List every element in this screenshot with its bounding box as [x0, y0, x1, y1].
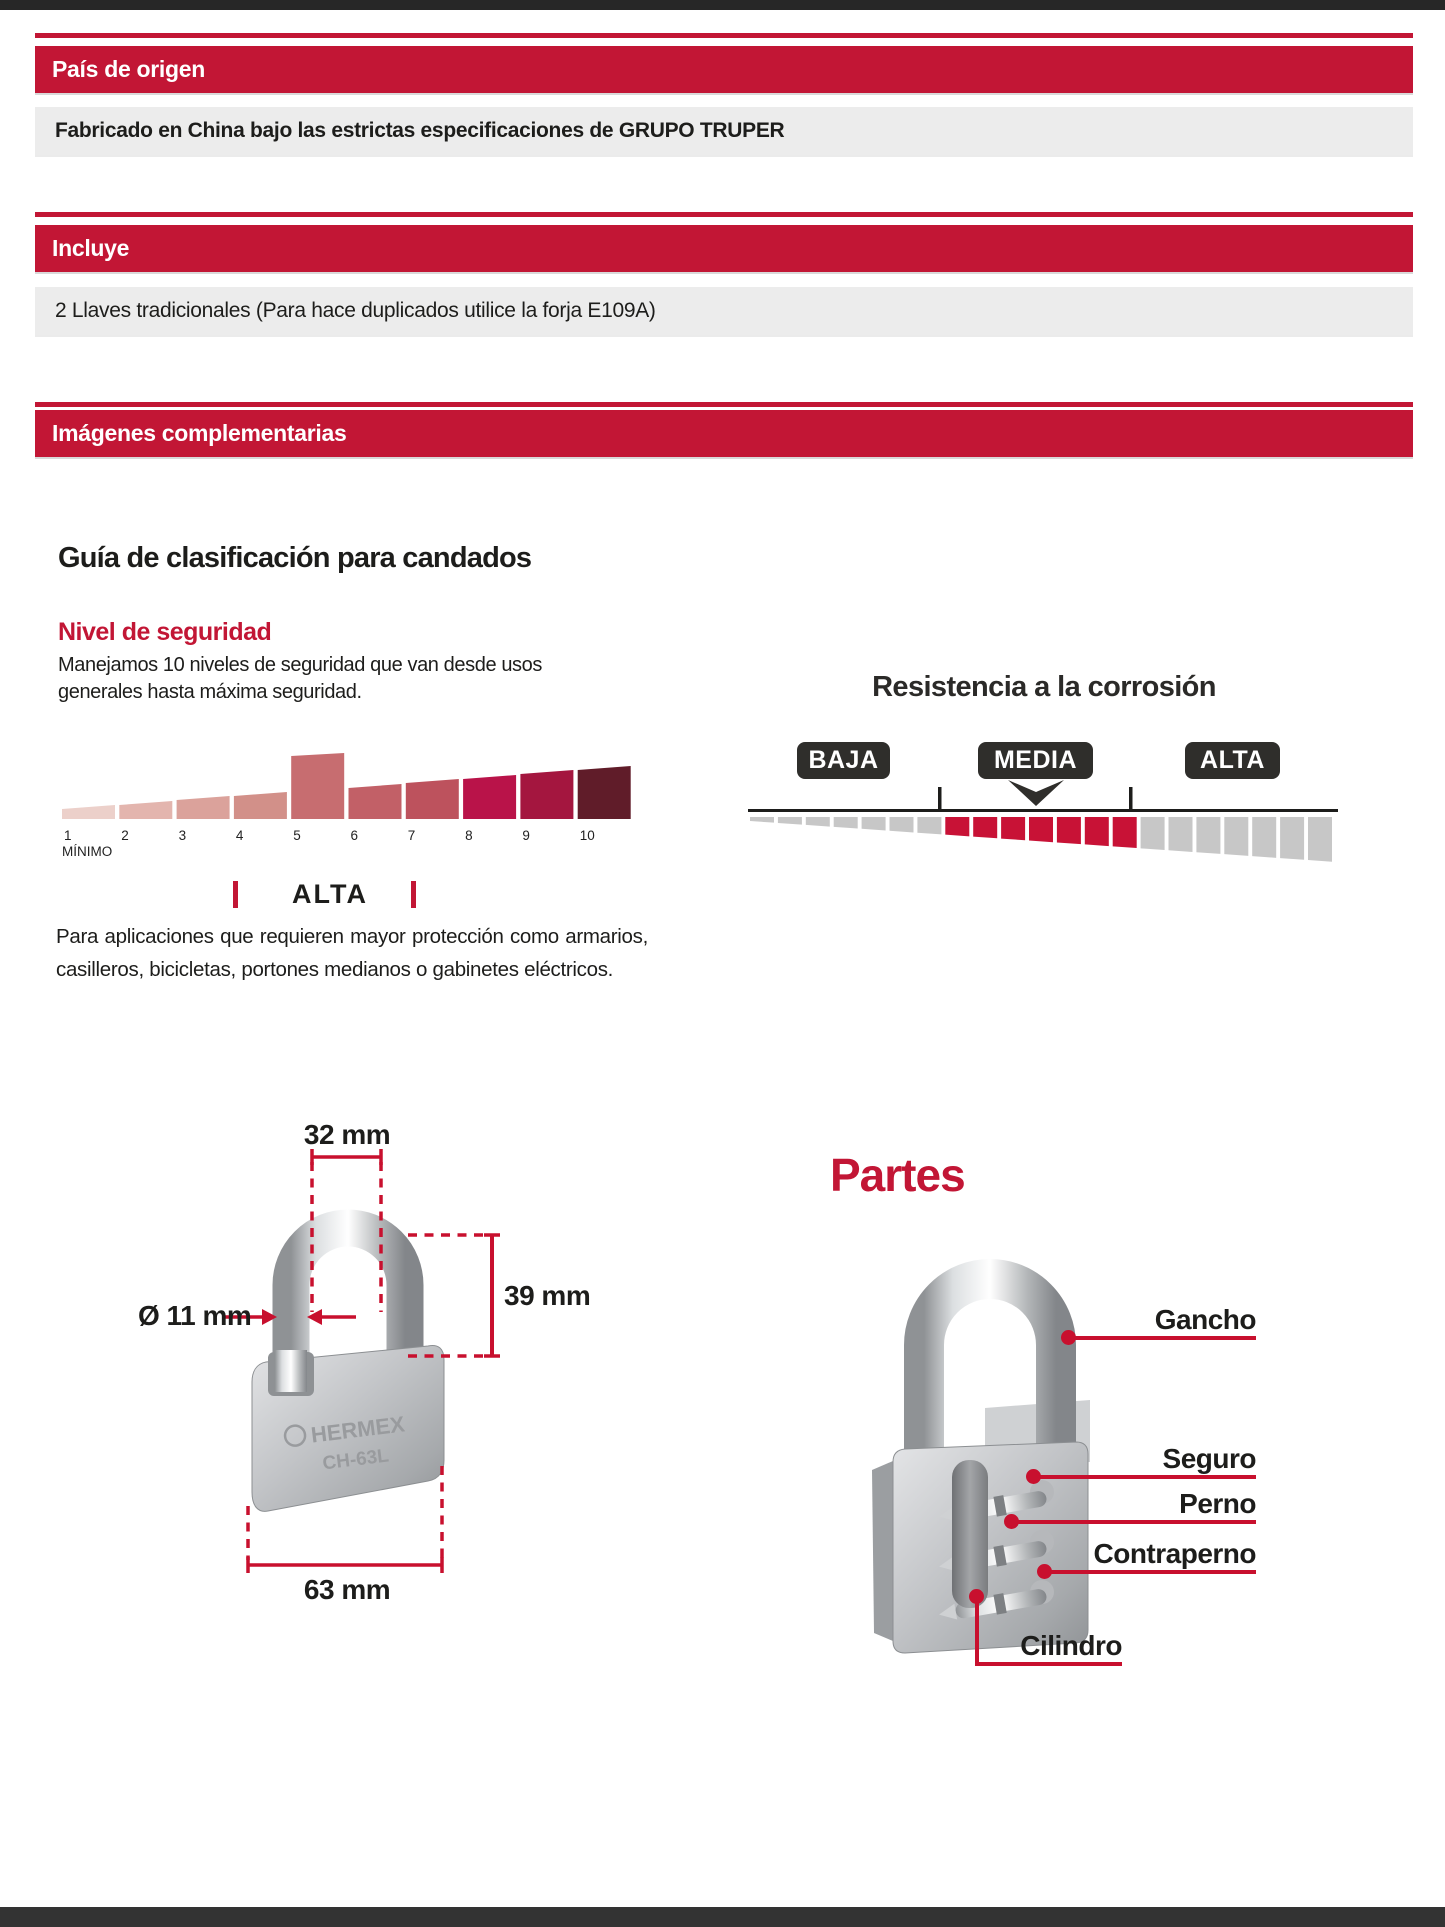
security-intro-text: Manejamos 10 niveles de seguridad que van desde usos generales hasta máxima seguridad. — [58, 654, 542, 703]
security-axis-label-7: 7 — [407, 828, 416, 843]
includes-text: 2 Llaves tradicionales (Para hace duplicados utilice la forja E109A) — [55, 299, 656, 322]
section-header-label: Imágenes complementarias — [52, 420, 347, 446]
part-label-contraperno: Contraperno — [1093, 1538, 1256, 1569]
leader-dot-perno — [1004, 1514, 1019, 1529]
corrosion-segment-12-active — [1057, 817, 1081, 844]
engraving-brand-text: HERMEX — [309, 1411, 407, 1448]
security-level-chart — [0, 738, 700, 863]
security-axis-label-10: 10 — [579, 828, 595, 843]
leader-dot-seguro — [1026, 1469, 1041, 1484]
part-label-seguro: Seguro — [1162, 1443, 1256, 1474]
dimension-top-width: 32 mm — [303, 1119, 391, 1150]
range-tick-right — [411, 881, 416, 908]
section-header-label: Incluye — [52, 235, 130, 261]
section-header-label: País de origen — [52, 56, 206, 82]
section-header-incluye — [35, 225, 1413, 272]
security-axis-label-6: 6 — [350, 828, 359, 843]
corrosion-segment-4 — [834, 817, 858, 829]
corrosion-segment-1 — [750, 817, 774, 823]
security-axis-label-3: 3 — [178, 828, 187, 843]
corrosion-segment-20 — [1280, 817, 1304, 860]
security-bar-level-9 — [520, 770, 573, 819]
security-bar-level-1 — [62, 805, 115, 819]
range-tick-left — [233, 881, 238, 908]
dimension-shackle-diameter: Ø 11 mm — [138, 1300, 252, 1331]
corrosion-segment-13-active — [1085, 817, 1109, 846]
body-side-face — [872, 1461, 893, 1641]
corrosion-segment-11-active — [1029, 817, 1053, 842]
part-label-perno: Perno — [1179, 1488, 1256, 1519]
corrosion-zone-alta: ALTA — [1185, 742, 1280, 779]
part-label-cilindro: Cilindro — [1020, 1630, 1122, 1661]
security-level-title: Nivel de seguridad — [58, 618, 272, 646]
security-axis-label-9: 9 — [522, 828, 530, 843]
corrosion-zone-baja: BAJA — [797, 742, 890, 779]
corrosion-segment-17 — [1196, 817, 1220, 854]
engraving-model-text: CH-63L — [321, 1445, 391, 1475]
part-label-gancho: Gancho — [1154, 1304, 1256, 1335]
corrosion-segment-9-active — [973, 817, 997, 838]
security-axis-label-2: 2 — [121, 828, 129, 843]
section-header-pais-de-origen — [35, 46, 1413, 93]
gauge-tick-right — [1129, 787, 1133, 812]
corrosion-segment-18 — [1224, 817, 1248, 856]
corrosion-title: Resistencia a la corrosión — [872, 671, 1216, 703]
security-bar-level-5 — [291, 753, 344, 819]
security-min-label: MÍNIMO — [62, 844, 113, 859]
corrosion-zone-media: MEDIA — [978, 742, 1093, 779]
dimension-body-width: 63 mm — [303, 1574, 391, 1605]
corrosion-segment-8-active — [945, 817, 969, 836]
corrosion-segment-6 — [890, 817, 914, 832]
dimension-shackle-height: 39 mm — [504, 1280, 591, 1311]
corrosion-segment-21 — [1308, 817, 1332, 862]
partes-title: Partes — [830, 1149, 965, 1201]
corrosion-segment-14-active — [1113, 817, 1137, 848]
security-axis-label-5: 5 — [293, 828, 301, 843]
bottom-window-bar — [0, 1907, 1445, 1927]
corrosion-segment-2 — [778, 817, 802, 825]
padlock-dimensions-figure — [120, 1100, 630, 1620]
top-window-bar — [0, 0, 1445, 10]
gauge-axis-line — [748, 809, 1338, 812]
corrosion-segment-5 — [862, 817, 886, 830]
leader-dot-cilindro — [969, 1589, 984, 1604]
media-pointer-arrow-icon — [1008, 780, 1064, 806]
security-axis-label-1: 1 — [64, 828, 72, 843]
section-accent-line — [35, 212, 1413, 217]
security-bar-level-6 — [349, 784, 402, 819]
section-content-incluye — [35, 287, 1413, 335]
leader-line-perno — [1012, 1520, 1256, 1524]
corrosion-segment-7 — [917, 817, 941, 834]
leader-line-contraperno — [1045, 1570, 1256, 1574]
corrosion-gauge — [740, 665, 1350, 880]
cylinder-plug — [952, 1460, 988, 1608]
origin-text: Fabricado en China bajo las estrictas especificaciones de GRUPO TRUPER — [55, 119, 785, 142]
security-bar-level-4 — [234, 792, 287, 819]
security-range-label: ALTA — [292, 879, 368, 909]
section-accent-line — [35, 33, 1413, 38]
corrosion-segment-16 — [1169, 817, 1193, 852]
security-axis-label-4: 4 — [235, 828, 244, 843]
leader-line-seguro — [1034, 1475, 1256, 1479]
security-bar-level-10 — [578, 766, 631, 819]
gauge-tick-left — [938, 787, 942, 812]
corrosion-segment-15 — [1141, 817, 1165, 850]
section-header-imagenes — [35, 410, 1413, 457]
leader-line-cilindro — [975, 1662, 1122, 1666]
corrosion-segment-10-active — [1001, 817, 1025, 840]
guide-title: Guía de clasificación para candados — [58, 542, 532, 574]
security-bar-level-3 — [177, 796, 230, 819]
security-bar-level-2 — [119, 801, 172, 819]
shackle-leg-in-notch — [275, 1350, 307, 1392]
gauge-segments — [750, 817, 1332, 862]
section-content-pais-de-origen — [35, 107, 1413, 155]
section-accent-line — [35, 402, 1413, 407]
security-bar-level-7 — [406, 779, 459, 819]
corrosion-segment-19 — [1252, 817, 1276, 858]
security-axis-label-8: 8 — [465, 828, 473, 843]
corrosion-segment-3 — [806, 817, 830, 827]
security-bar-level-8 — [463, 775, 516, 819]
security-description: Para aplicaciones que requieren mayor protección como armarios, casilleros, bicicletas, portones medianos o gabinetes eléctricos. — [56, 925, 648, 981]
leader-line-gancho — [1069, 1336, 1256, 1340]
